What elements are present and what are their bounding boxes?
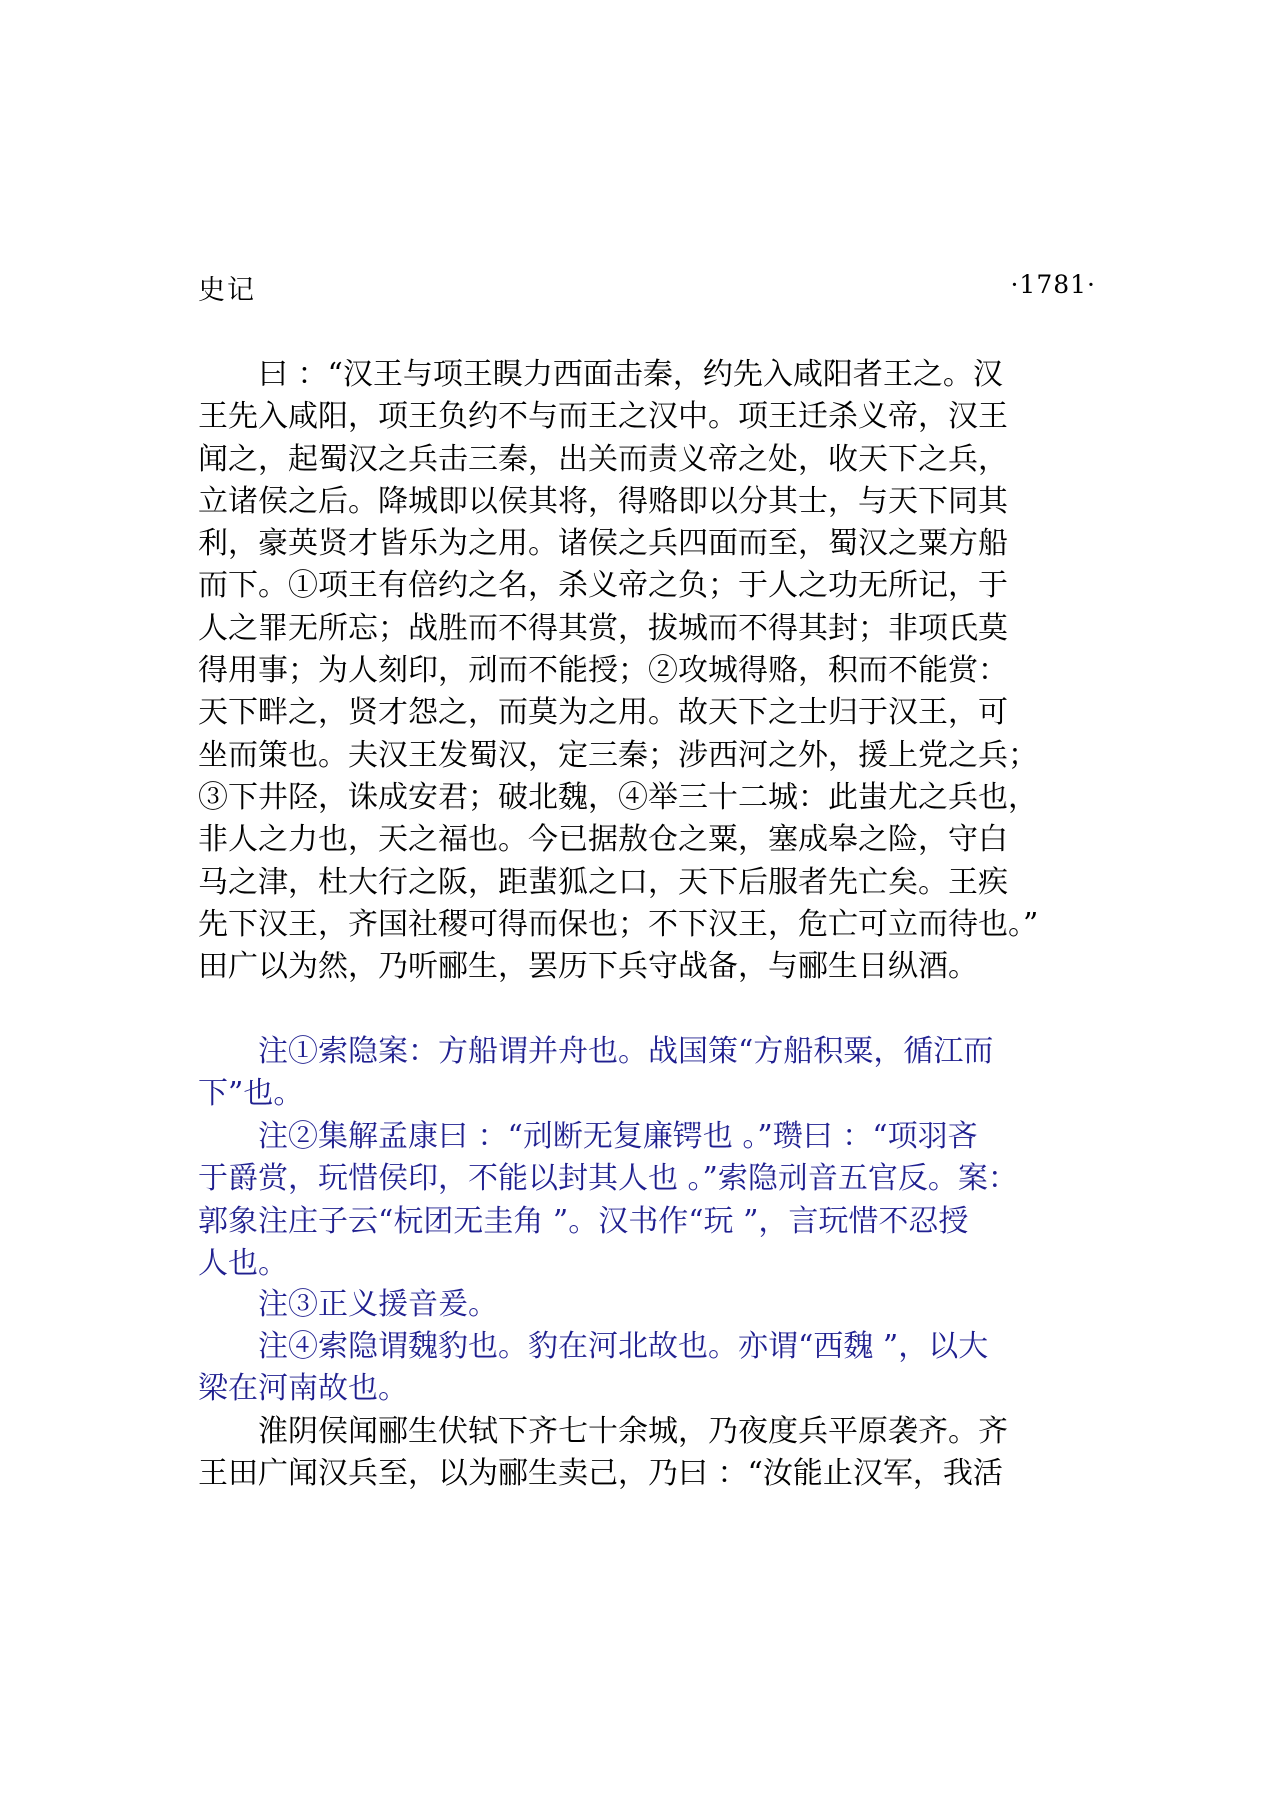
note-4: 注④索隐谓魏豹也。豹在河北故也。亦谓“西魏 ”，以大 梁在河南故也。	[198, 1329, 989, 1407]
note-3: 注③正义援音爰。	[198, 1287, 498, 1322]
continuation-paragraph: 淮阴侯闻郦生伏轼下齐七十余城，乃夜度兵平原袭齐。齐 王田广闻汉兵至，以为郦生卖己，乃曰 ：“汝能止汉军，我活	[198, 1414, 1008, 1492]
main-paragraph: 曰 ：“汉王与项王瞁力西面击秦，约先入咸阳者王之。汉 王先入咸阳，项王负约不与而王之汉中。项王迁杀义帝，汉王 闻之，起蜀汉之兵击三秦，出关而责义帝之处，收天下之兵， 立诸侯之后。降城即以侯其将，得赂即以分其士，与天下同其 利，豪英贤才皆乐为之用。诸侯之兵四面而至，蜀汉之粟方船 而下。①项王有倍约之名，杀义帝之负；于人之功无所记，于 人之罪无所忘；战胜而不得其赏，拔城而不得其封；非项氏莫 得用事；为人刻印，刓而不能授；②攻城得赂，积而不能赏： 天下畔之，贤才怨之，而莫为之用。故天下之士归于汉王，可 坐而策也。夫汉王发蜀汉，定三秦；涉西河之外，援上党之兵； ③下井陉，诛成安君；破北魏，④举三十二城：此蚩尤之兵也， 非人之力也，天之福也。今已据敖仓之粟，塞成皋之险，守白 马之津，杜大行之阪，距蜚狐之口，天下后服者先亡矣。王疾 先下汉王，齐国社稷可得而保也；不下汉王，危亡可立而待也。” 田广以为然，乃听郦生，罢历下兵守战备，与郦生日纵酒。	[198, 357, 1039, 985]
note-1: 注①索隐案：方船谓并舟也。战国策“方船积粟，循江而 下”也。	[198, 1034, 994, 1112]
page-number: ·1781·	[1010, 270, 1096, 299]
page-header	[198, 268, 1096, 308]
book-title: 史记	[198, 275, 256, 306]
note-2: 注②集解孟康曰 ：“刓断无复廉锷也 。”瓒曰 ：“项羽吝 于爵赏，玩惜侯印，不能以封其人也 。”索隐刓音五官反。案： 郭象注庄子云“杬团无圭角 ”。汉书作“玩 ”，言玩惜不忍授 人也。	[198, 1119, 1018, 1281]
